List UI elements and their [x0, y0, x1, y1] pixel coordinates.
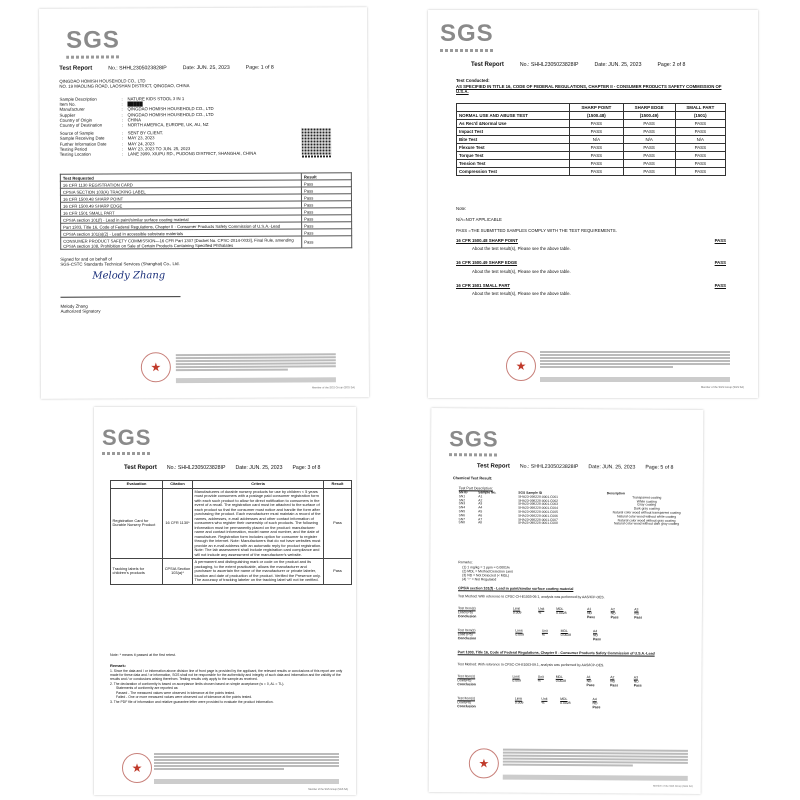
table-cell: Natural color wood without white coating: [617, 514, 677, 519]
info-row: Supplier : QINGDAO HOMISH HOUSEHOLD CO., LTD: [59, 111, 214, 118]
info-row: Source of Sample : SENT BY CLIENT.: [59, 130, 164, 136]
table-cell: PASS: [675, 168, 725, 176]
lead-paint-results-1: [458, 606, 658, 619]
header-cell: Description: [606, 491, 625, 496]
remark-item: Passed - The measured values were observed in tolerance at the points tested.: [116, 690, 236, 695]
header-cell: MDL: [560, 696, 568, 702]
info-value: NATURE KIDS STOOL 3 IN 1: [127, 96, 185, 102]
info-value: █████: [127, 101, 143, 107]
test-result: Pass: [302, 229, 352, 236]
table-cell: Conclusion: [457, 704, 476, 709]
info-label: Testing Period: [59, 146, 87, 152]
test-part-table: [459, 491, 687, 527]
info-row: Sample Description : NATURE KIDS STOOL 3 IN 1: [59, 96, 185, 102]
table-cell: [512, 683, 537, 687]
info-label: Supplier: [59, 112, 76, 118]
table-cell: Lead (Pb): [457, 632, 473, 637]
table-row: [458, 636, 618, 641]
test-name: 16 CFR 1501 SMALL PART: [61, 208, 302, 216]
remark-item: Statements of conformity are reported as:: [116, 686, 179, 691]
table-row: [457, 152, 726, 160]
table-cell: Transparent coating: [632, 495, 662, 500]
remark-item: (1) 1 mg/kg = 1 ppm = 0.0001%: [462, 565, 510, 570]
info-label: Country of Destination: [59, 122, 103, 128]
table-cell: Lead(Pb): [457, 700, 472, 705]
header-cell: Limit: [512, 674, 520, 679]
test-result: Pass: [301, 180, 351, 187]
table-cell: Conclusion: [457, 636, 477, 641]
section-text: About the test result(s), Please see the above table.: [472, 291, 571, 297]
report-header: Test Report No.: SHHL2305023828IP Date: JUN. 25, 2023 Page: 2 of 8: [471, 62, 686, 68]
info-label: Testing Location: [59, 151, 91, 157]
cell-citation: 16 CFR 1130*: [163, 488, 193, 559]
table-cell: Gray coating: [637, 502, 657, 508]
applicant-address: QINGDAO HOMISH HOUSEHOLD CO., LTD NO. 19 MAOLING ROAD, LAOSHAN DISTRICT, QINGDAO, CHINA: [59, 78, 190, 89]
table-row: [459, 522, 687, 527]
table-row: [458, 614, 658, 619]
table-cell: %: [541, 700, 545, 705]
header-cell: A2: [610, 607, 615, 612]
table-cell: A7: [478, 516, 483, 521]
table-cell: As Rec'd &Normal Use: [457, 120, 570, 128]
info-value: MAY 24, 2023: [127, 140, 155, 147]
page-footer: ★ Member of the SGS Group (SGS SA): [429, 744, 701, 792]
remark-item: 3. The PDF file of information and relative guarantee letter were provided to evaluate the product information.: [110, 699, 274, 704]
table-cell: 0.0028: [560, 632, 572, 638]
info-row: Item No. : █████: [59, 101, 143, 107]
table-row: [457, 144, 726, 152]
qr-code: [302, 127, 332, 157]
info-label: Manufacturer: [59, 107, 85, 113]
section-result: PASS: [714, 238, 726, 243]
report-header: Test Report No.: SHHL2305023828IP Date: JUN. 25, 2023 Page: 5 of 8: [476, 463, 674, 471]
table-cell: PASS: [675, 152, 725, 160]
page-number: Page: 1 of 8: [245, 64, 274, 71]
report-header: [59, 65, 273, 72]
header-cell: Unit: [541, 628, 548, 633]
table-cell: PASS: [623, 160, 675, 168]
info-row: Country of Origin : CHINA: [59, 117, 141, 123]
header-cell: SN ID: [458, 490, 468, 495]
report-header: Test Report No.: SHHL2305023828IP Date: JUN. 25, 2023 Page: 3 of 8: [124, 465, 321, 471]
table-cell: PASS: [623, 128, 675, 136]
page-number: Page: 3 of 8: [292, 465, 321, 471]
test-requested-table: Test Requested Result 16 CFR 1130 REGISTRATION CARD Pass CPSIA SECTION 103(A) TRACKING LABEL Pass 16 CFR 1500.48 SHARP POINT Pass 16 CFR 1500.49 SHARP EDGE Pass 16 CFR 1501 SMALL PART Pass CPSIA section 101(f) - Lead in paint/similar surface coating material Pass Part 1303, Title 16, Code of Federal Regulations, Chapter II - Consumer Products Safety Commission of U.S.A.-Lead Pass CPSIA section 101(a)(2) - Lead in accessible substrate materials Pass CONSUMER PRODUCT SAFETY COMMISSION—16 CFR Part 1307 [Docket No. CPSC-2014-0033], Final Rule, amending CPSIA section 108, Prohibition on Sale of Certain Products Containing Specified Phthalates Pass: [60, 172, 352, 250]
info-row: Country of Destination : NORTH AMERICA, EUROPE, UK, AU, NZ: [59, 121, 209, 128]
table-cell: PASS: [623, 152, 675, 160]
table-cell: SN1: [458, 494, 466, 499]
table-cell: SHA23-098228-0001.C002: [518, 498, 559, 503]
info-label: Further Information Date: [59, 141, 107, 147]
table-cell: ND: [592, 633, 598, 638]
header-cell: A2: [610, 675, 615, 680]
doc-title: Test Report: [59, 65, 93, 72]
result-section: [456, 238, 726, 251]
test-name: CONSUMER PRODUCT SAFETY COMMISSION—16 CFR Part 1307 [Docket No. CPSC-2014-0033], Final Rule, amending CPSIA section 108, Prohibition on Sale of Certain Products Containing Specified Phthalates: [61, 236, 302, 249]
table-cell: Compression Test: [457, 168, 570, 176]
remark-item: (2) MDL = Method Detection Limit: [462, 569, 513, 574]
table-cell: N/A: [675, 136, 725, 144]
info-label: Country of Origin: [59, 117, 93, 123]
info-value: QINGDAO HOMISH HOUSEHOLD CO., LTD: [127, 106, 214, 112]
page-number: Page: 2 of 8: [657, 62, 686, 68]
table-cell: Pass: [592, 705, 601, 710]
page-footer: ★ Member of the SGS Group (SGS SA): [41, 347, 369, 395]
info-label: Sample Description: [59, 96, 97, 102]
table-cell: 0.0028: [556, 610, 567, 616]
table-cell: 0.009: [514, 700, 524, 705]
table-row: [111, 488, 352, 559]
cell-evaluation: Registration Card for Durable Nursery Product: [111, 488, 163, 559]
table-cell: SN2: [458, 497, 466, 502]
header-cell: A4: [593, 629, 598, 634]
chem-remarks: Remarks: (1) 1 mg/kg = 1 ppm = 0.0001% (2) MDL = Method Detection Limit (3) ND = Not Detected (< MDL) (4) "-" = Not Regulated: [458, 560, 513, 582]
table-cell: PASS: [570, 120, 624, 128]
remark-item: Failed - One or more measured values were observed out of tolerance at the points tested.: [116, 695, 253, 700]
table-cell: ND: [592, 701, 598, 706]
table-cell: A1: [478, 494, 483, 499]
table-cell: SHA23-098228-0001.C008: [518, 521, 558, 526]
sgs-logo: SGS: [102, 425, 151, 455]
report-date: Date: JUN. 25, 2023: [182, 64, 230, 72]
results-sections: [456, 238, 726, 305]
table-cell: PASS: [675, 144, 725, 152]
cell-evaluation: Tracking labels for children's products: [111, 559, 163, 585]
header-cell: Limit: [512, 606, 521, 611]
table-cell: ND: [587, 611, 592, 616]
section-title: 16 CFR 1501 SMALL PART: [456, 282, 511, 288]
header-cell: A1: [586, 675, 591, 680]
table-row: [457, 160, 726, 168]
table-cell: PASS: [675, 128, 725, 136]
table-cell: N/A: [623, 136, 675, 144]
table-cell: [560, 705, 592, 709]
table-cell: [515, 705, 542, 709]
table-cell: PASS: [570, 160, 624, 168]
table-cell: Pass: [610, 683, 619, 688]
info-label: Source of Sample: [59, 130, 94, 136]
section-heading: AS SPECIFIED IN TITLE 16, CODE OF FEDERAL REGULATIONS, CHAPTER II - CONSUMER PRODUCTS SAFETY COMMISSION OF U.S.A.: [456, 84, 722, 95]
table-cell: 0.0028: [555, 678, 567, 684]
table-cell: [556, 683, 587, 687]
table-cell: PASS: [675, 160, 725, 168]
table-row: [457, 704, 617, 709]
table-cell: Torque Test: [457, 152, 570, 160]
table-cell: 0.009: [512, 678, 521, 683]
cell-citation: CPSIA Section 103(a)*: [163, 559, 193, 585]
table-cell: Pass: [587, 615, 595, 620]
remark-item: 2. The declaration of conformity is based on acceptance limits chosen based on simple acceptance (w = 0, AL = TL).: [110, 681, 285, 686]
table-cell: PASS: [570, 144, 624, 152]
header-cell: MDL: [555, 674, 563, 679]
section-title: 16 CFR 1500.48 SHARP POINT: [456, 238, 519, 243]
test-result: Pass: [301, 201, 351, 208]
table-cell: SHA23-098228-0001.C006: [518, 513, 558, 518]
table-cell: SHA23-098228-0001.C001: [518, 494, 559, 499]
table-cell: Lead(Pb): [457, 678, 472, 683]
test-result: Pass: [302, 208, 352, 215]
cell-criteria: A permanent and distinguishing mark or code on the product and its packaging, to the extent practicable, allows the manufacturer and purchaser to ascertain the name of the manufacturer or private labeler, location and date of production of the product. Verified the Presence only. The accuracy of tracking labeler on the tracking label will not be verified.: [193, 559, 324, 585]
remark-item: (3) ND = Not Detected (< MDL): [462, 573, 510, 578]
table-cell: A6: [478, 513, 483, 518]
table-cell: PASS: [570, 168, 624, 176]
report-page-2: SGS Test Report No.: SHHL2305023828IP Date: JUN. 25, 2023 Page: 2 of 8 Test Conducted: AS SPECIFIED IN TITLE 16, CODE OF FEDERAL REGULATIONS, CHAPTER II - CONSUMER PRODUCTS SAFETY COMMISSION OF U.S.A. SHARP POINT SHARP EDGE SMALL PART NORMAL USE AND ABUSE TEST (1500.48) (1500.49) (1501) As Rec'd &Normal Use PASS PASS PASS Impact Test PASS PASS PASS Bite Test N/A N/A N/A Flexure Test PASS PASS PASS Torque Test PASS PASS PASS Tension Test PASS PASS PASS Compression Test PASS PASS PASS Note: N/A=NOT APPLICABLE PASS =THE SUBMITTED SAMPLES COMPLY WITH THE TEST REQUIREMENTS. 16 CFR 1500.48 SHARP POINT PASS About the test result(s), Please see the above table. 16 CFR 1500.49 SHARP EDGE PASS About the test result(s), Please see the above table. 16 CFR 1501 SMALL PART PASS About the test result(s), Please see the above table. ★ Member of the SGS Group (SGS SA): [428, 10, 758, 398]
test-name: Part 1303, Title 16, Code of Federal Regulations, Chapter II - Consumer Products Safety Commission of U.S.A.-Lead: [61, 222, 302, 230]
table-cell: Natural color wood without transparent coating: [612, 510, 681, 515]
info-value: MAY 23, 2023 TO JUN. 25, 2023: [127, 145, 191, 152]
table-cell: SHA23-098228-0001.C004: [518, 505, 558, 511]
table-row: [457, 168, 726, 176]
table-cell: Natural color wood without gray coating: [617, 517, 676, 523]
table-cell: SHA23-098228-0001.C007: [518, 517, 558, 522]
table-cell: %: [541, 632, 545, 637]
page-footer: ★ Member of the SGS Group (SGS SA): [428, 347, 758, 393]
table-cell: Flexure Test: [457, 144, 570, 152]
header-cell: Test Item(s): [457, 696, 476, 701]
table-cell: Natural color wood without dark gray coating: [613, 521, 680, 527]
table-cell: Pass: [634, 615, 643, 620]
table-cell: A4: [478, 505, 483, 510]
table-cell: N/A: [570, 136, 624, 144]
section-result: PASS: [714, 260, 726, 266]
table-cell: [556, 615, 587, 619]
table-cell: A5: [478, 509, 483, 514]
table-cell: Tension Test: [457, 160, 570, 168]
cell-criteria: Manufacturers of durable nursery products for use by children < 5 years must provide consumers with a postage paid consumer registration form with each such product to allow for direct notification to consumers in the event of a recall. The registration card must be attached to the surface of each product so that the consumer must notice and handle the form after purchasing the product. Each manufacturer must maintain a record of the names, addresses, e-mail addresses and other contact information of consumers who register their ownership of such products. The following information must be permanently placed on the product: manufacturer name and contact information, model name and number, and the date of manufacture. Registration form includes option for consumer to register through the internet. Note: Manufacturers that do not have websites must provide an e-mail address with an automatic reply for product registration. Note: The lab assessment shall include registration card compliance and will not include any assessment of the manufacturer's website.: [193, 488, 324, 559]
table-cell: [541, 705, 560, 709]
header-cell: Test Item(s): [457, 628, 476, 633]
table-row: [457, 128, 726, 136]
header-cell: MDL: [560, 628, 568, 634]
header-cell: Sample No.: [478, 490, 497, 495]
cell-result: Pass: [324, 559, 352, 585]
table-cell: SN3: [458, 501, 466, 506]
table-cell: Pass: [610, 615, 619, 620]
table-row: [61, 236, 352, 250]
table-cell: [538, 615, 556, 619]
table-cell: Conclusion: [457, 682, 476, 687]
table-cell: 0.009: [515, 632, 524, 637]
header-cell: A3: [634, 607, 639, 612]
table-cell: ND: [610, 611, 616, 616]
table-cell: 0.009: [512, 610, 522, 615]
table-cell: SHA23-098228-0001.C003: [518, 502, 558, 507]
table-cell: SN8: [458, 520, 465, 525]
lead-paint-results-2: [458, 628, 618, 641]
table-cell: A2: [478, 497, 483, 503]
section-text: About the test result(s), Please see the above table.: [472, 268, 571, 274]
header-cell: MDL: [556, 606, 564, 611]
info-value: QINGDAO HOMISH HOUSEHOLD CO., LTD: [127, 111, 214, 118]
info-value: SENT BY CLIENT.: [127, 130, 164, 136]
section-title: 16 CFR 1500.49 SHARP EDGE: [456, 260, 518, 266]
table-cell: PASS: [623, 168, 675, 176]
star-stamp-icon: ★: [122, 753, 152, 783]
table-cell: [513, 615, 538, 619]
table-cell: Bite Test: [457, 136, 570, 144]
table-cell: [542, 637, 561, 641]
table-cell: 0.0028: [560, 700, 571, 706]
lead-1303-results-1: [457, 674, 657, 687]
signature: Melody Zhang: [92, 270, 166, 282]
info-row: Testing Period : MAY 23, 2023 TO JUN. 25, 2023: [59, 145, 191, 152]
table-cell: Pass: [633, 683, 642, 688]
evaluation-table: Evaluation Citation Criteria Result Registration Card for Durable Nursery Product 16 CFR 1130* Manufacturers of durable nursery products for use by children < 5 years must provide consumers with a postage paid consumer registration form with each such product to allow for direct notification to consumers in the event of a recall. The registration card must be attached to the surface of each product so that the consumer must notice and handle the form after purchasing the product. Each manufacturer must maintain a record of the names, addresses, e-mail addresses and other contact information of consumers who register their ownership of such products. The following information must be permanently placed on the product: manufacturer name and contact information, model name and number, and the date of manufacture. Registration form includes option for consumer to register through the internet. Note: Manufacturers that do not have websites must provide an e-mail address with an automatic reply for product registration. Note: The lab assessment shall include registration card compliance and will not include any assessment of the manufacturer's website. Pass Tracking labels for children's products CPSIA Section 103(a)* A permanent and distinguishing mark or code on the product and its packaging, to the extent practicable, allows the manufacturer and purchaser to ascertain the name of the manufacturer or private labeler, location and date of production of the product. Verified the Presence only. The accuracy of tracking labeler on the tracking label will not be verified. Pass: [110, 480, 352, 585]
info-row: Testing Location : LANE 3999, XIUPU RD., PUDONG DISTRICT, SHANGHAI, CHINA: [59, 150, 257, 157]
test-name: 16 CFR 1500.49 SHARP EDGE: [60, 201, 301, 209]
table-cell: Pass: [592, 637, 601, 642]
header-cell: Test Item(s): [457, 674, 476, 679]
table-row: [111, 559, 352, 585]
table-row: [457, 120, 726, 128]
header-cell: Limit: [514, 696, 523, 701]
lead-1303-results-2: [457, 696, 617, 709]
info-value: NORTH AMERICA, EUROPE, UK, AU, NZ: [127, 121, 209, 128]
header-cell: A3: [633, 675, 638, 680]
report-page-3: SGS Test Report No.: SHHL2305023828IP Date: JUN. 25, 2023 Page: 3 of 8 Evaluation Citation Criteria Result Registration Card for Durable Nursery Product 16 CFR 1130* Manufacturers of durable nursery products for use by children < 5 years must provide consumers with a postage paid consumer registration form with each such product to allow for direct notification to consumers in the event of a recall. The registration card must be attached to the surface of each product so that the consumer must notice and handle the form after purchasing the product. Each manufacturer must maintain a record of the names, addresses, e-mail addresses and other contact information of consumers who register their ownership of such products. The following information must be permanently placed on the product: manufacturer name and contact information, model name and number, and the date of manufacture. Registration form includes option for consumer to register through the internet. Note: Manufacturers that do not have websites must provide an e-mail address with an automatic reply for product registration. Note: The lab assessment shall include registration card compliance and will not include any assessment of the manufacturer's website. Pass Tracking labels for children's products CPSIA Section 103(a)* A permanent and distinguishing mark or code on the product and its packaging, to the extent practicable, allows the manufacturer and purchaser to ascertain the name of the manufacturer or private labeler, location and date of production of the product. Verified the Presence only. The accuracy of tracking labeler on the tracking label will not be verified. Pass Note: * means it passed at the first retest. Remark: 1. Since the data and / or information above division line of front page is provided by the applicant, the relevant results or conclusions of this report are only made for these data and / or information, SGS shall not be responsible for the authenticity and integrity of such data and information and the validity of the results and / or conclusions arising therefrom. Testing results only apply to the sample as received. 2. The declaration of conformity is based on acceptance limits chosen based on simple acceptance (w = 0, AL = TL). Statements of conformity are reported as: Passed - The measured values were observed in tolerance at the points tested. Failed - One or more measured values were observed out of tolerance at the points tested. 3. The PDF file of information and relative guarantee letter were provided to evaluate the product information. ★ Member of the SGS Group (SGS SA): [94, 407, 356, 795]
star-stamp-icon: ★: [141, 352, 171, 382]
star-stamp-icon: ★: [469, 748, 499, 778]
header-cell: SGS Sample ID: [518, 490, 543, 495]
header-cell: Unit: [541, 696, 548, 701]
section-result: PASS: [714, 282, 726, 288]
info-row: Manufacturer : QINGDAO HOMISH HOUSEHOLD CO., LTD: [59, 106, 214, 113]
table-cell: PASS: [623, 120, 675, 128]
sample-info: [59, 95, 299, 156]
result-section: [456, 260, 726, 273]
remark-item: 1. Since the data and / or information above division line of front page is provided by the applicant, the relevant results or conclusions of this report are only made for these data and / or information, SGS shall not be responsible for the authenticity and integrity of such data and information and the validity of the results and / or conclusions arising therefrom. Testing results only apply to the sample as received.: [110, 669, 343, 681]
page-number: Page: 5 of 8: [645, 464, 674, 471]
test-result: Pass: [301, 187, 351, 194]
table-cell: [515, 637, 542, 641]
report-page-4: SGS Test Report No.: SHHL2305023828IP Date: JUN. 25, 2023 Page: 5 of 8 Chemical Test Result: Test Part Description: SN ID Sample No. SGS Sample ID Description SN1 A1 SHA23-098228-0001.C001 Transparent coating SN2 A2 SHA23-098228-0001.C002 White coating SN3 A3 SHA23-098228-0001.C003 Gray coating SN4 A4 SHA23-098228-0001.C004 Dark gray coating SN5 A5 SHA23-098228-0001.C005 Natural color wood without transparent coating SN6 A6 SHA23-098228-0001.C006 Natural color wood without white coating SN7 A7 SHA23-098228-0001.C007 Natural color wood without gray coating SN8 A8 SHA23-098228-0001.C008 Natural color wood without dark gray coating Remarks: (1) 1 mg/kg = 1 ppm = 0.0001% (2) MDL = Method Detection Limit (3) ND = Not Detected (< MDL) (4) "-" = Not Regulated CPSIA section 101(f) - Lead in paint/similar surface coating material Test Method: With reference to CPSC-CH-E1003-09.1, analysis was performed by AAS/ICP-OES. Test Item(s) Limit Unit MDL A1 A2 A3 Lead (Pb) 0.009 % 0.0028 ND ND ND Conclusion Pass Pass Pass Test Item(s) Limit Unit MDL A4 Lead (Pb) 0.009 % 0.0028 ND Conclusion Pass Part 1303, Title 16, Code of Federal Regulations, Chapter II - Consumer Products Safety Commission of U.S.A.-Lead Test Method: With reference to CPSC-CH-E1003-09.1, analysis was performed by AAS/ICP-OES. Test Item(s) Limit Unit MDL A1 A2 A3 Lead(Pb) 0.009 % 0.0028 ND ND ND Conclusion Pass Pass Pass Test Item(s) Limit Unit MDL A4 Lead(Pb) 0.009 % 0.0028 ND Conclusion Pass ★ Member of the SGS Group (SGS SA): [429, 408, 704, 794]
signatory: Melody Zhang Authorized Signatory: [60, 303, 101, 314]
table-cell: Pass: [586, 683, 595, 688]
table-cell: ND: [633, 679, 639, 684]
table-cell: A8: [478, 520, 483, 525]
table-cell: White coating: [636, 499, 657, 504]
table-cell: SN7: [458, 516, 466, 521]
table-cell: PASS: [623, 144, 675, 152]
header-cell: Unit: [538, 606, 545, 611]
sgs-logo: SGS: [66, 26, 120, 58]
header-cell: A4: [592, 697, 597, 702]
signed-on-behalf: Signed for and on behalf of SGS-CSTC Standards Technical Services (Shanghai) Co., Ltd.: [60, 256, 180, 267]
mechanical-test-table: SHARP POINT SHARP EDGE SMALL PART NORMAL USE AND ABUSE TEST (1500.48) (1500.49) (1501) As Rec'd &Normal Use PASS PASS PASS Impact Test PASS PASS PASS Bite Test N/A N/A N/A Flexure Test PASS PASS PASS Torque Test PASS PASS PASS Tension Test PASS PASS PASS Compression Test PASS PASS PASS: [456, 103, 726, 176]
remark-item: (4) "-" = Not Regulated: [462, 577, 497, 582]
header-cell: Test Item(s): [457, 606, 476, 611]
report-number: No.: SHHL2305023828IP: [108, 65, 167, 72]
table-cell: SN5: [458, 509, 466, 514]
info-label: Sample Receiving Date: [59, 135, 105, 142]
info-label: Item No.: [59, 101, 76, 107]
test-result: Pass: [302, 222, 352, 229]
table-cell: PASS: [675, 120, 725, 128]
info-row: Further Information Date : MAY 24, 2023: [59, 140, 155, 147]
info-value: CHINA: [127, 117, 141, 123]
table-row: [457, 136, 726, 144]
table-cell: SN6: [458, 513, 466, 518]
test-result: Pass: [302, 215, 352, 222]
table-cell: A3: [478, 501, 483, 506]
sgs-logo: SGS: [449, 426, 499, 456]
test-result: Pass: [301, 194, 351, 201]
info-value: LANE 3999, XIUPU RD., PUDONG DISTRICT, SHANGHAI, CHINA: [127, 150, 257, 157]
page-footer: ★ Member of the SGS Group (SGS SA): [94, 749, 356, 795]
header-cell: Limit: [515, 628, 523, 633]
table-cell: PASS: [570, 152, 624, 160]
table-cell: ND: [586, 679, 592, 684]
table-cell: %: [538, 610, 542, 615]
section-text: About the test result(s), Please see the above table.: [472, 246, 571, 252]
table-cell: ND: [610, 679, 616, 684]
table-cell: Impact Test: [457, 128, 570, 136]
table-cell: Conclusion: [457, 614, 477, 619]
notes: Note: N/A=NOT APPLICABLE PASS =THE SUBMITTED SAMPLES COMPLY WITH THE TEST REQUIREMENTS.: [456, 206, 617, 234]
table-cell: SHA23-098228-0001.C005: [518, 509, 558, 514]
report-page-1: [39, 7, 369, 399]
table-cell: %: [537, 678, 541, 683]
remarks: [110, 669, 348, 705]
sgs-logo: SGS: [440, 20, 494, 52]
table-cell: [538, 683, 556, 687]
star-stamp-icon: ★: [506, 351, 536, 381]
test-name: 16 CFR 1500.48 SHARP POINT: [60, 194, 301, 202]
test-name: CPSIA section 101(a)(2) - Lead in accessible substrate materials: [61, 229, 302, 237]
table-cell: SN4: [458, 505, 466, 510]
test-result: Pass: [302, 236, 352, 248]
table-cell: Dark gray coating: [633, 506, 660, 511]
cell-result: Pass: [324, 488, 352, 559]
header-cell: Unit: [537, 674, 544, 679]
table-cell: Lead (Pb): [457, 610, 473, 615]
table-cell: [561, 637, 593, 641]
test-name: 16 CFR 1130 REGISTRATION CARD: [60, 180, 301, 188]
table-cell: PASS: [570, 128, 624, 136]
test-name: CPSIA SECTION 103(A) TRACKING LABEL: [60, 187, 301, 195]
fine-print: [176, 353, 336, 372]
header-cell: A1: [587, 607, 592, 612]
info-row: Sample Receiving Date : MAY 23, 2023: [59, 135, 155, 142]
info-value: MAY 23, 2023: [127, 135, 155, 141]
test-name: CPSIA section 101(f) - Lead in paint/similar surface coating material: [61, 215, 302, 223]
table-cell: ND: [634, 611, 640, 616]
result-section: [456, 283, 726, 296]
table-row: [457, 682, 657, 687]
